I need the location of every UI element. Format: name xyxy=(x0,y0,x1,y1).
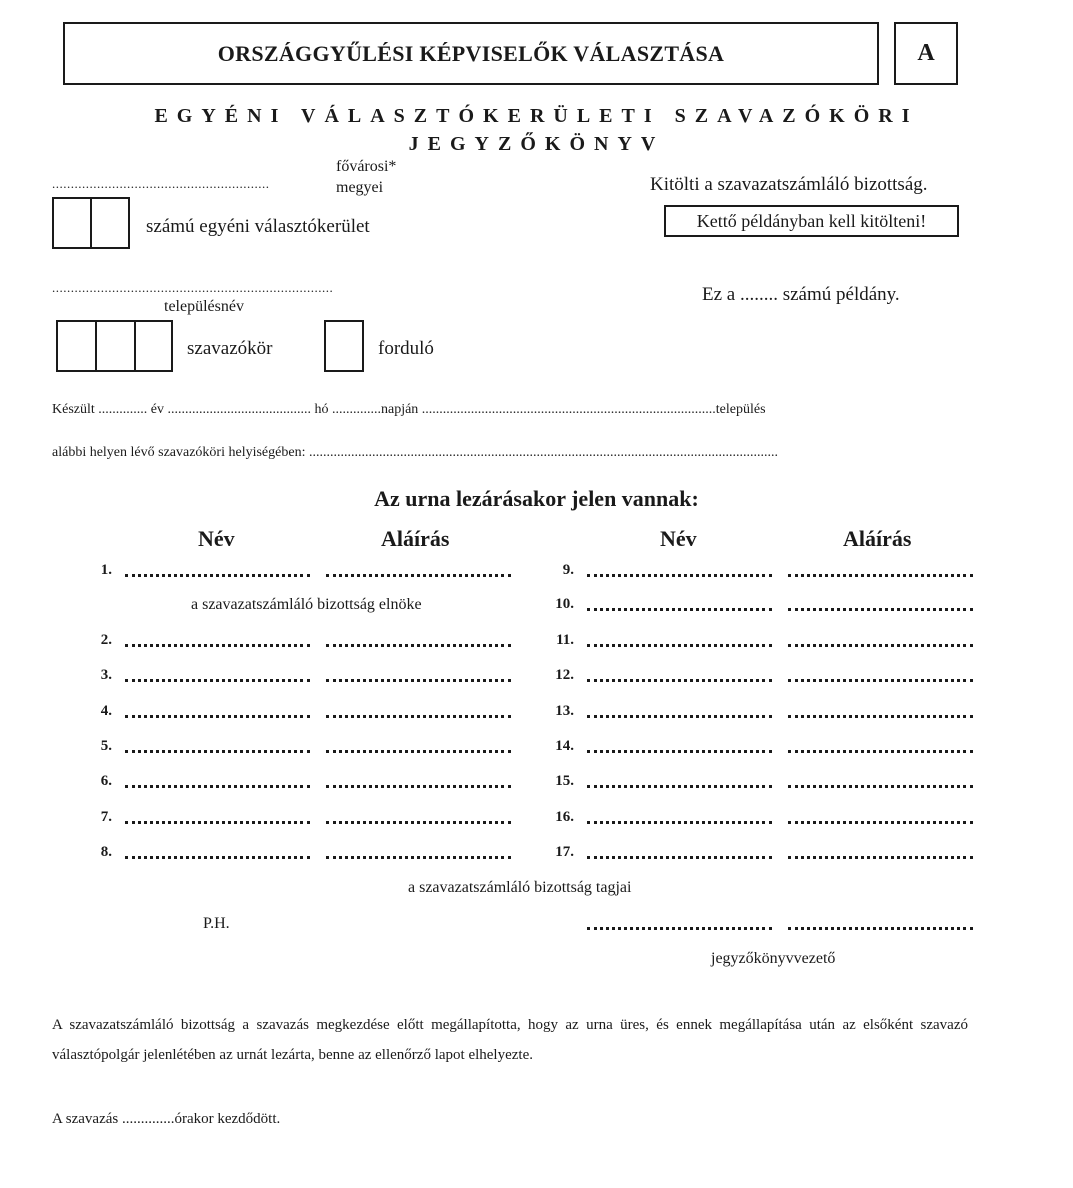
station-digit-box[interactable] xyxy=(136,322,171,370)
signature-line[interactable] xyxy=(326,856,511,859)
round-box[interactable] xyxy=(324,320,364,372)
presence-heading: Az urna lezárásakor jelen vannak: xyxy=(374,486,699,511)
row-number: 6. xyxy=(100,773,112,789)
name-line[interactable] xyxy=(587,821,772,824)
subtitle-line-1: EGYÉNI VÁLASZTÓKERÜLETI SZAVAZÓKÖRI xyxy=(154,105,919,127)
signature-line[interactable] xyxy=(788,715,973,718)
fill-instruction: Kitölti a szavazatszámláló bizottság. xyxy=(650,174,928,195)
district-number-boxes[interactable] xyxy=(52,197,130,249)
option-county: megyei xyxy=(336,179,384,196)
settlement-name-field[interactable]: ........................................................................... xyxy=(52,280,334,295)
row-number: 10. xyxy=(555,596,574,612)
signature-line[interactable] xyxy=(326,574,511,577)
signature-line[interactable] xyxy=(788,644,973,647)
signature-line[interactable] xyxy=(326,679,511,682)
polling-station-label: szavazókör xyxy=(187,338,273,359)
name-line[interactable] xyxy=(587,856,772,859)
row-number: 13. xyxy=(555,703,574,719)
signature-line[interactable] xyxy=(788,679,973,682)
name-line[interactable] xyxy=(125,856,310,859)
signature-line[interactable] xyxy=(326,785,511,788)
row-number: 15. xyxy=(555,773,574,789)
row-number: 17. xyxy=(555,844,574,860)
made-on-line[interactable]: Készült .............. év ......................................... hó ..............napján ....................................................................................település xyxy=(52,402,766,417)
recorder-caption: jegyzőkönyvvezető xyxy=(711,950,836,967)
name-line[interactable] xyxy=(587,608,772,611)
name-line[interactable] xyxy=(587,785,772,788)
signature-line[interactable] xyxy=(326,715,511,718)
polling-station-boxes[interactable] xyxy=(56,320,173,372)
name-line[interactable] xyxy=(587,750,772,753)
name-line[interactable] xyxy=(125,679,310,682)
signature-line[interactable] xyxy=(326,821,511,824)
location-line[interactable]: alábbi helyen lévő szavazóköri helyiségében: ...................................................................................................................................... xyxy=(52,445,778,460)
signature-line[interactable] xyxy=(788,574,973,577)
name-line[interactable] xyxy=(587,715,772,718)
name-line[interactable] xyxy=(125,715,310,718)
right-signature-header: Aláírás xyxy=(843,526,912,551)
form-title: ORSZÁGGYŰLÉSI KÉPVISELŐK VÁLASZTÁSA xyxy=(63,22,879,85)
district-label: számú egyéni választókerület xyxy=(146,216,370,237)
row-number: 3. xyxy=(100,667,112,683)
station-digit-box[interactable] xyxy=(97,322,136,370)
copy-number-line: Ez a ........ számú példány. xyxy=(702,284,900,305)
row-number: 9. xyxy=(562,562,574,578)
name-line[interactable] xyxy=(587,644,772,647)
row-number: 14. xyxy=(555,738,574,754)
name-line[interactable] xyxy=(125,785,310,788)
start-time-line[interactable]: A szavazás ..............órakor kezdődött. xyxy=(52,1111,281,1127)
row-number: 7. xyxy=(100,809,112,825)
signature-line[interactable] xyxy=(788,821,973,824)
two-copies-notice: Kettő példányban kell kitölteni! xyxy=(664,205,959,237)
signature-line[interactable] xyxy=(788,856,973,859)
recorder-signature-line[interactable] xyxy=(788,927,973,930)
left-signature-header: Aláírás xyxy=(381,526,450,551)
station-digit-box[interactable] xyxy=(58,322,97,370)
county-name-field[interactable]: .......................................................... xyxy=(52,176,270,191)
name-line[interactable] xyxy=(587,574,772,577)
district-digit-box[interactable] xyxy=(54,199,92,247)
statement-paragraph: A szavazatszámláló bizottság a szavazás megkezdése előtt megállapította, hogy az urna üres, és ennek megállapítása után az elsőként szavazó választópolgár jelenlétében az urnát lezárta, benne az ellenőrző lapot elhelyezte. xyxy=(52,1017,968,1063)
round-label: forduló xyxy=(378,338,434,359)
name-line[interactable] xyxy=(125,750,310,753)
row-number: 12. xyxy=(555,667,574,683)
right-name-header: Név xyxy=(660,526,697,551)
signature-line[interactable] xyxy=(326,644,511,647)
name-line[interactable] xyxy=(587,679,772,682)
row-number: 2. xyxy=(100,632,112,648)
row-number: 1. xyxy=(100,562,112,578)
members-caption: a szavazatszámláló bizottság tagjai xyxy=(408,879,632,896)
form-letter-box: A xyxy=(894,22,958,85)
district-digit-box[interactable] xyxy=(92,199,128,247)
signature-line[interactable] xyxy=(788,785,973,788)
chair-caption: a szavazatszámláló bizottság elnöke xyxy=(191,596,422,613)
signature-line[interactable] xyxy=(788,750,973,753)
name-line[interactable] xyxy=(125,821,310,824)
subtitle-line-2: JEGYZŐKÖNYV xyxy=(408,133,665,155)
settlement-label: településnév xyxy=(164,298,244,315)
option-capital: fővárosi* xyxy=(336,158,397,175)
stamp-mark: P.H. xyxy=(203,915,230,932)
left-name-header: Név xyxy=(198,526,235,551)
row-number: 16. xyxy=(555,809,574,825)
signature-line[interactable] xyxy=(788,608,973,611)
row-number: 5. xyxy=(100,738,112,754)
row-number: 11. xyxy=(556,632,574,648)
row-number: 8. xyxy=(100,844,112,860)
signature-line[interactable] xyxy=(326,750,511,753)
name-line[interactable] xyxy=(125,644,310,647)
recorder-name-line[interactable] xyxy=(587,927,772,930)
name-line[interactable] xyxy=(125,574,310,577)
row-number: 4. xyxy=(100,703,112,719)
